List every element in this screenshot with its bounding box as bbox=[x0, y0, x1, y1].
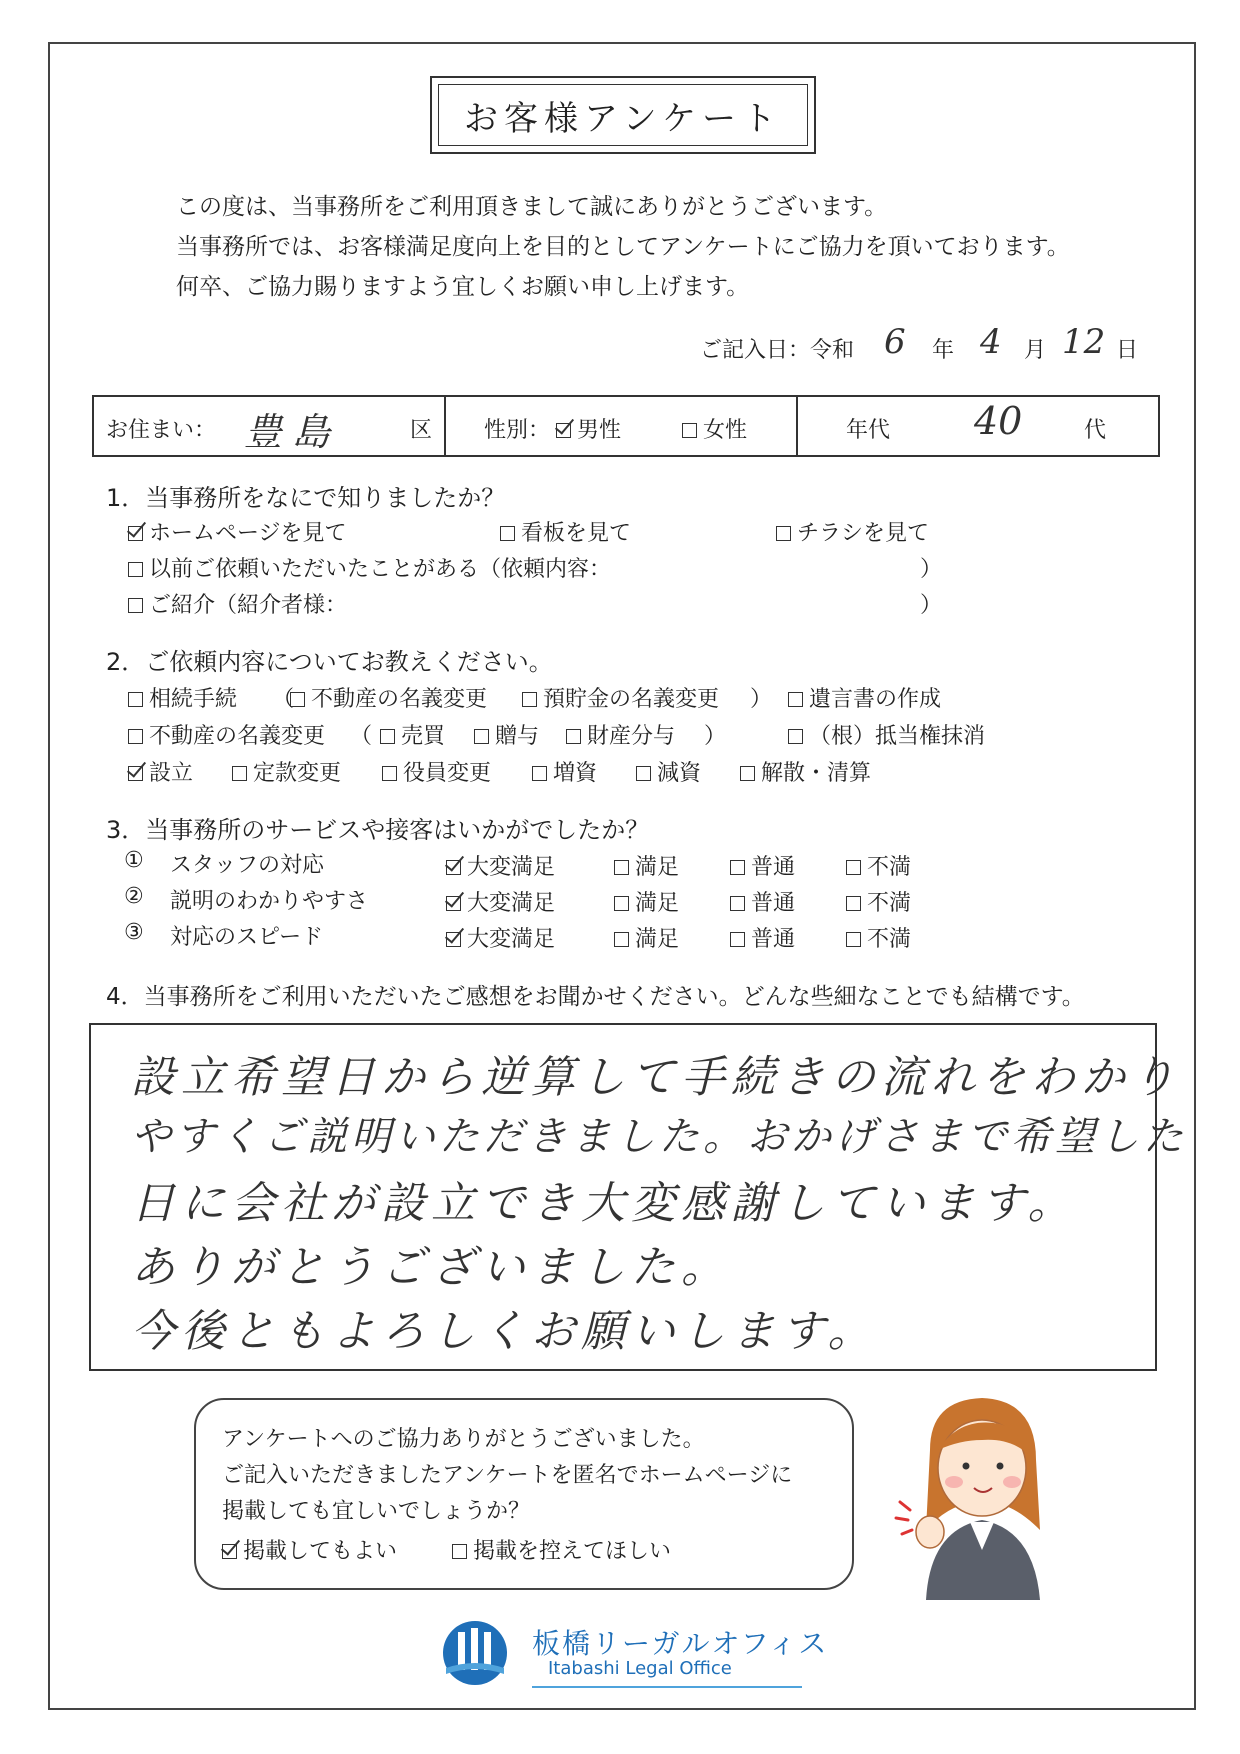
option-label: （根）抵当権抹消 bbox=[809, 724, 986, 749]
q3-item-num: ① bbox=[124, 848, 144, 873]
q3-item-num: ③ bbox=[124, 920, 144, 945]
option-label: 普通 bbox=[751, 927, 796, 952]
rating-option[interactable] bbox=[446, 922, 555, 953]
checkbox-icon[interactable] bbox=[128, 692, 143, 707]
logo-underline bbox=[532, 1686, 802, 1688]
comment-box[interactable] bbox=[89, 1023, 1187, 1371]
option-label: 満足 bbox=[635, 855, 680, 880]
checkbox-icon[interactable] bbox=[446, 860, 461, 875]
checkbox-icon[interactable] bbox=[128, 729, 143, 744]
checkbox-icon[interactable] bbox=[532, 766, 547, 781]
checkbox-icon[interactable] bbox=[682, 423, 697, 438]
option-label: チラシを見て bbox=[797, 521, 930, 546]
consent-line: 掲載しても宜しいでしょうか？ bbox=[222, 1499, 531, 1524]
option-label: 掲載を控えてほしい bbox=[473, 1539, 672, 1564]
comment-line: 日に会社が設立でき大変感謝しています。 bbox=[131, 1178, 1078, 1229]
option-label: 不動産の名義変更 bbox=[311, 687, 488, 712]
comment-line: ありがとうございました。 bbox=[131, 1242, 731, 1293]
checkbox-icon[interactable] bbox=[452, 1544, 467, 1559]
checkbox-icon[interactable] bbox=[446, 896, 461, 911]
q2-option[interactable] bbox=[788, 719, 985, 750]
divider bbox=[444, 397, 446, 455]
consent-line: ご記入いただきましたアンケートを匿名でホームページに bbox=[222, 1463, 793, 1488]
q2-option[interactable] bbox=[522, 682, 719, 713]
option-label: 相続手続 bbox=[149, 687, 238, 712]
rating-option[interactable] bbox=[446, 850, 555, 881]
gender-female-label: 女性 bbox=[703, 418, 748, 443]
rating-option[interactable] bbox=[730, 886, 795, 917]
option-label: 不満 bbox=[867, 927, 912, 952]
checkbox-icon[interactable] bbox=[446, 932, 461, 947]
date-day-unit: 日 bbox=[1116, 338, 1139, 363]
checkbox-icon[interactable] bbox=[222, 1544, 237, 1559]
checkbox-icon[interactable] bbox=[128, 766, 143, 781]
q3-title: 3．当事務所のサービスや接客はいかがでしたか？ bbox=[106, 816, 650, 844]
checkbox-icon[interactable] bbox=[614, 932, 629, 947]
q2-option[interactable] bbox=[566, 719, 675, 750]
checkbox-icon[interactable] bbox=[500, 526, 515, 541]
option-label: 設立 bbox=[149, 761, 194, 786]
consent-no-option[interactable] bbox=[452, 1534, 671, 1565]
checkbox-icon[interactable] bbox=[636, 766, 651, 781]
option-label: 遺言書の作成 bbox=[809, 687, 942, 712]
q2-option[interactable] bbox=[380, 719, 445, 750]
checkbox-icon[interactable] bbox=[232, 766, 247, 781]
consent-box bbox=[194, 1398, 854, 1590]
date-label: ご記入日：令和 bbox=[700, 338, 855, 363]
option-label: 満足 bbox=[635, 927, 680, 952]
checkbox-icon[interactable] bbox=[290, 692, 305, 707]
rating-option[interactable] bbox=[730, 850, 795, 881]
checkbox-icon[interactable] bbox=[556, 423, 571, 438]
option-label: 預貯金の名義変更 bbox=[543, 687, 720, 712]
q2-title: 2．ご依頼内容についてお教えください。 bbox=[106, 648, 553, 676]
rating-option[interactable] bbox=[614, 886, 679, 917]
comment-line: 設立希望日から逆算して手続きの流れをわかり bbox=[131, 1052, 1181, 1103]
option-label: 解散・清算 bbox=[761, 761, 872, 786]
address-unit: 区 bbox=[410, 418, 433, 443]
intro-line-2: 当事務所では、お客様満足度向上を目的としてアンケートにご協力を頂いております。 bbox=[176, 234, 1070, 260]
option-label: 不満 bbox=[867, 891, 912, 916]
q2-option[interactable] bbox=[128, 682, 237, 713]
q2-option[interactable] bbox=[232, 756, 341, 787]
checkbox-icon[interactable] bbox=[614, 896, 629, 911]
q1-option[interactable] bbox=[500, 516, 631, 547]
gender-male-option[interactable] bbox=[556, 413, 621, 444]
logo-name-en: Itabashi Legal Office bbox=[548, 1658, 732, 1679]
option-label: 普通 bbox=[751, 855, 796, 880]
option-label: 財産分与 bbox=[587, 724, 676, 749]
q1-option[interactable] bbox=[128, 588, 347, 619]
date-year[interactable]: 6 bbox=[884, 322, 906, 362]
rating-option[interactable] bbox=[730, 922, 795, 953]
close-paren: ） bbox=[920, 557, 943, 582]
comment-line: やすくご説明いただきました。おかげさまで希望した bbox=[131, 1114, 1187, 1160]
date-year-unit: 年 bbox=[932, 338, 955, 363]
q2-option[interactable] bbox=[128, 719, 325, 750]
age-value[interactable]: 40 bbox=[974, 399, 1023, 443]
checkbox-icon[interactable] bbox=[566, 729, 581, 744]
checkbox-icon[interactable] bbox=[776, 526, 791, 541]
option-label: 不動産の名義変更 bbox=[149, 724, 326, 749]
q3-item-label: 対応のスピード bbox=[170, 925, 324, 950]
option-label: ご紹介（紹介者様： bbox=[149, 593, 348, 618]
title-box bbox=[430, 76, 816, 154]
intro-line-1: この度は、当事務所をご利用頂きまして誠にありがとうございます。 bbox=[176, 194, 888, 220]
company-logo bbox=[440, 1618, 829, 1698]
option-label: 普通 bbox=[751, 891, 796, 916]
checkbox-icon[interactable] bbox=[846, 932, 861, 947]
checkbox-icon[interactable] bbox=[474, 729, 489, 744]
divider bbox=[796, 397, 798, 455]
option-label: ホームページを見て bbox=[149, 521, 347, 546]
q4-title: 4．当事務所をご利用いただいたご感想をお聞かせください。どんな些細なことでも結構です。 bbox=[106, 984, 1085, 1010]
checkbox-icon[interactable] bbox=[614, 860, 629, 875]
logo-name: 板橋リーガルオフィス bbox=[532, 1627, 829, 1660]
paren: ） bbox=[750, 687, 773, 712]
option-label: 売買 bbox=[401, 724, 446, 749]
comment-line: 今後ともよろしくお願いします。 bbox=[131, 1306, 878, 1357]
option-label: 大変満足 bbox=[467, 891, 556, 916]
checkbox-icon[interactable] bbox=[740, 766, 755, 781]
q2-option[interactable] bbox=[788, 682, 941, 713]
info-table bbox=[92, 395, 1160, 457]
consent-yes-option[interactable] bbox=[222, 1534, 397, 1565]
date-month[interactable]: 4 bbox=[980, 322, 1002, 362]
option-label: 大変満足 bbox=[467, 927, 556, 952]
q2-option[interactable] bbox=[474, 719, 539, 750]
option-label: 大変満足 bbox=[467, 855, 556, 880]
consent-line: アンケートへのご協力ありがとうございました。 bbox=[222, 1427, 705, 1452]
checkbox-icon[interactable] bbox=[730, 860, 745, 875]
q3-item-label: スタッフの対応 bbox=[170, 853, 325, 878]
q3-item-label: 説明のわかりやすさ bbox=[170, 889, 369, 914]
date-day[interactable]: 12 bbox=[1062, 322, 1106, 362]
checkbox-icon[interactable] bbox=[382, 766, 397, 781]
close-paren: ） bbox=[920, 593, 943, 618]
hand-icon bbox=[916, 1516, 944, 1548]
gender-label: 性別： bbox=[484, 418, 551, 443]
q2-option[interactable] bbox=[290, 682, 487, 713]
option-label: 掲載してもよい bbox=[243, 1539, 398, 1564]
q2-option[interactable] bbox=[532, 756, 597, 787]
option-label: 贈与 bbox=[495, 724, 540, 749]
rating-option[interactable] bbox=[614, 922, 679, 953]
age-label: 年代 bbox=[846, 418, 891, 443]
option-label: 看板を見て bbox=[521, 521, 632, 546]
rating-option[interactable] bbox=[446, 886, 555, 917]
checkbox-icon[interactable] bbox=[522, 692, 537, 707]
staff-illustration bbox=[890, 1380, 1070, 1600]
option-label: 満足 bbox=[635, 891, 680, 916]
checkbox-icon[interactable] bbox=[380, 729, 395, 744]
q2-option[interactable] bbox=[636, 756, 701, 787]
address-value[interactable]: 豊島 bbox=[244, 410, 341, 454]
option-label: 定款変更 bbox=[253, 761, 342, 786]
intro-line-3: 何卒、ご協力賜りますよう宜しくお願い申し上げます。 bbox=[176, 274, 750, 300]
checkbox-icon[interactable] bbox=[730, 932, 745, 947]
q1-option[interactable] bbox=[776, 516, 929, 547]
logo-mark-icon bbox=[440, 1618, 510, 1688]
q3-item-num: ② bbox=[124, 884, 144, 909]
q1-title: 1．当事務所をなにで知りましたか？ bbox=[106, 484, 506, 512]
address-label: お住まい： bbox=[106, 418, 217, 443]
option-label: 不満 bbox=[867, 855, 912, 880]
option-label: 役員変更 bbox=[403, 761, 492, 786]
option-label: 以前ご依頼いただいたことがある（依頼内容： bbox=[149, 557, 612, 582]
rating-option[interactable] bbox=[846, 886, 911, 917]
checkbox-icon[interactable] bbox=[128, 562, 143, 577]
page-title: お客様アンケート bbox=[438, 84, 808, 146]
q2-option[interactable] bbox=[128, 756, 193, 787]
paren: （ bbox=[350, 724, 373, 749]
option-label: 減資 bbox=[657, 761, 702, 786]
age-unit: 代 bbox=[1084, 418, 1107, 443]
checkbox-icon[interactable] bbox=[730, 896, 745, 911]
paren: （ bbox=[272, 687, 295, 712]
q2-option[interactable] bbox=[740, 756, 871, 787]
gender-male-label: 男性 bbox=[577, 418, 622, 443]
checkbox-icon[interactable] bbox=[128, 598, 143, 613]
gender-female-option[interactable] bbox=[682, 413, 747, 444]
checkbox-icon[interactable] bbox=[788, 692, 803, 707]
checkbox-icon[interactable] bbox=[846, 896, 861, 911]
checkbox-icon[interactable] bbox=[128, 526, 143, 541]
q1-option[interactable] bbox=[128, 516, 347, 547]
date-month-unit: 月 bbox=[1024, 338, 1047, 363]
rating-option[interactable] bbox=[846, 922, 911, 953]
option-label: 増資 bbox=[553, 761, 598, 786]
rating-option[interactable] bbox=[846, 850, 911, 881]
q2-option[interactable] bbox=[382, 756, 491, 787]
checkbox-icon[interactable] bbox=[788, 729, 803, 744]
checkbox-icon[interactable] bbox=[846, 860, 861, 875]
q1-option[interactable] bbox=[128, 552, 611, 583]
paren: ） bbox=[704, 724, 727, 749]
rating-option[interactable] bbox=[614, 850, 679, 881]
